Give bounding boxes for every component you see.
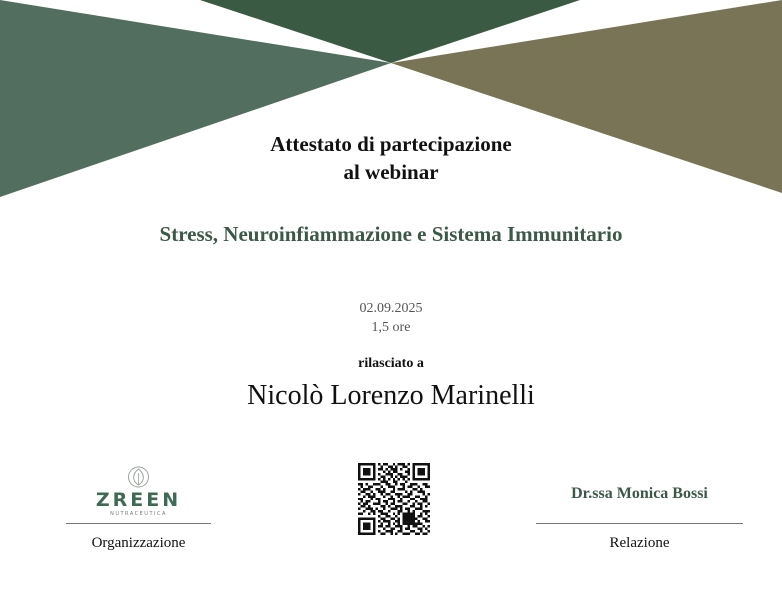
course-duration: 1,5 ore	[371, 320, 411, 335]
logo-wordmark: ZREEN	[95, 489, 182, 511]
course-title: Stress, Neuroinfiammazione e Sistema Immunitario	[159, 222, 623, 246]
issued-to-label: rilasciato a	[358, 356, 424, 371]
certificate-title	[0, 130, 782, 186]
organization-block	[66, 464, 211, 552]
course-meta	[0, 299, 782, 337]
speaker-name: Dr.ssa Monica Bossi	[571, 485, 708, 502]
course-date: 02.09.2025	[359, 301, 423, 316]
title-line-1: Attestato di partecipazione	[270, 132, 512, 156]
recipient-name: Nicolò Lorenzo Marinelli	[247, 380, 535, 411]
organization-signature-line	[66, 523, 211, 524]
qr-code-icon	[358, 463, 430, 535]
title-line-2: al webinar	[343, 160, 439, 184]
zreen-logo	[66, 464, 211, 519]
organization-label: Organizzazione	[91, 535, 186, 551]
speaker-label: Relazione	[609, 535, 670, 551]
speaker-block	[536, 484, 743, 552]
speaker-signature-line	[536, 523, 743, 524]
logo-subtext: NUTRACEUTICA	[110, 511, 167, 517]
